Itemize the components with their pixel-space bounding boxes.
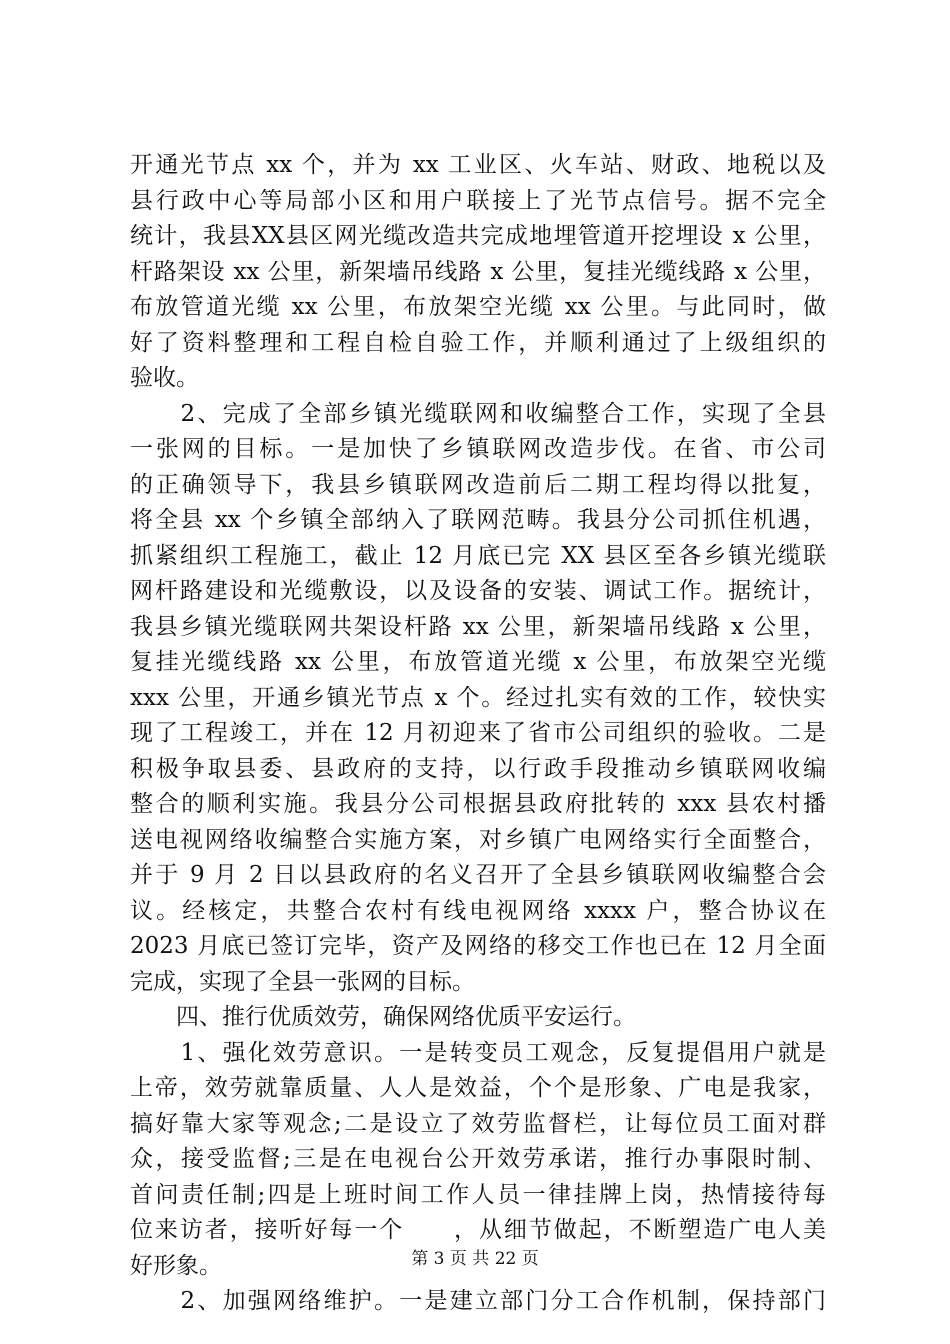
text-line: 上帝，效劳就靠质量、人人是效益，个个是形象、广电是我家， <box>130 1075 826 1101</box>
text-line: 好了资料整理和工程自检自验工作，并顺利通过了上级组织的 <box>130 329 826 356</box>
text-line: 积极争取县委、县政府的支持，以行政手段推动乡镇联网收编 <box>130 755 826 782</box>
body-text <box>130 148 826 1320</box>
text-line: 统计，我县XX县区网光缆改造共完成地埋管道开挖埋设 x 公里， <box>130 223 826 249</box>
text-line: 将全县 xx 个乡镇全部纳入了联网范畴。我县分公司抓住机遇， <box>130 507 826 533</box>
text-line: 2、完成了全部乡镇光缆联网和收编整合工作，实现了全县 <box>130 400 826 427</box>
text-line: 议。经核定，共整合农村有线电视网络 xxxx 户，整合协议在 <box>130 897 826 924</box>
text-line: 县行政中心等局部小区和用户联接上了光节点信号。据不完全 <box>130 187 826 214</box>
text-line: 现了工程竣工，并在 12 月初迎来了省市公司组织的验收。二是 <box>130 720 826 746</box>
text-line: 2、加强网络维护。一是建立部门分工合作机制，保持部门 <box>130 1288 826 1314</box>
text-line: 的正确领导下，我县乡镇联网改造前后二期工程均得以批复， <box>130 471 826 498</box>
text-line: 搞好靠大家等观念;二是设立了效劳监督栏，让每位员工面对群 <box>130 1110 826 1137</box>
text-line: 整合的顺利实施。我县分公司根据县政府批转的 xxx 县农村播 <box>130 791 826 817</box>
text-line: 众，接受监督;三是在电视台公开效劳承诺，推行办事限时制、 <box>130 1146 826 1172</box>
text-line: 抓紧组织工程施工，截止 12 月底已完 XX 县区至各乡镇光缆联 <box>130 542 826 569</box>
text-line: 我县乡镇光缆联网共架设杆路 xx 公里，新架墙吊线路 x 公里， <box>130 613 826 640</box>
text-line: 2023 月底已签订完毕，资产及网络的移交工作也已在 12 月全面 <box>130 933 826 959</box>
text-line: 四、推行优质效劳，确保网络优质平安运行。 <box>130 1004 636 1030</box>
text-line: 杆路架设 xx 公里，新架墙吊线路 x 公里，复挂光缆线路 x 公里， <box>130 258 826 285</box>
text-line: 送电视网络收编整合实施方案，对乡镇广电网络实行全面整合， <box>130 826 826 853</box>
text-line: 验收。 <box>130 365 199 391</box>
text-line: 首问责任制;四是上班时间工作人员一律挂牌上岗，热情接待每 <box>130 1181 826 1208</box>
text-line: 位来访者，接听好每一个 ，从细节做起，不断塑造广电人美 <box>130 1217 826 1243</box>
text-line: 网杆路建设和光缆敷设，以及设备的安装、调试工作。据统计， <box>130 578 826 604</box>
text-line: 一张网的目标。一是加快了乡镇联网改造步伐。在省、市公司 <box>130 436 826 462</box>
text-line: xxx 公里，开通乡镇光节点 x 个。经过扎实有效的工作，较快实 <box>130 684 826 711</box>
text-line: 复挂光缆线路 xx 公里，布放管道光缆 x 公里，布放架空光缆 <box>130 649 826 675</box>
text-line: 开通光节点 xx 个，并为 xx 工业区、火车站、财政、地税以及 <box>130 152 826 178</box>
page-number: 第 3 页 共 22 页 <box>411 1249 539 1269</box>
text-line: 1、强化效劳意识。一是转变员工观念，反复提倡用户就是 <box>130 1039 826 1066</box>
text-line: 布放管道光缆 xx 公里，布放架空光缆 xx 公里。与此同时，做 <box>130 294 826 320</box>
text-line: 好形象。 <box>130 1252 222 1279</box>
text-line: 并于 9 月 2 日以县政府的名义召开了全县乡镇联网收编整合会 <box>130 862 826 888</box>
text-line: 完成，实现了全县一张网的目标。 <box>130 968 475 995</box>
